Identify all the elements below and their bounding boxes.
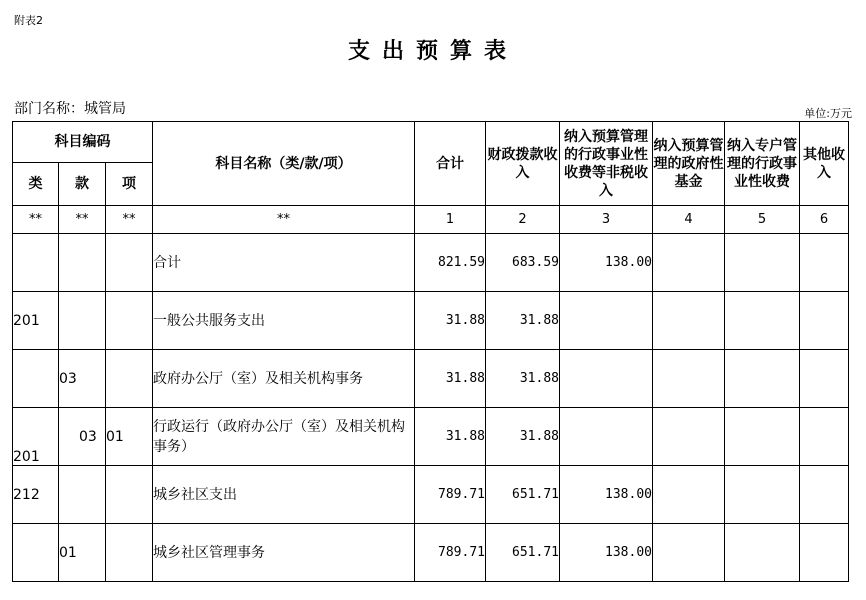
cell-kuan: 01 [59, 524, 106, 582]
marker-cell: ** [13, 206, 59, 234]
cell-lei [13, 524, 59, 582]
marker-cell: 4 [653, 206, 725, 234]
unit-label: 单位:万元 [804, 107, 852, 120]
marker-cell: 2 [486, 206, 560, 234]
marker-cell: ** [106, 206, 153, 234]
table-row [13, 350, 849, 408]
cell-special-fee [725, 408, 800, 466]
cell-gov-fund [653, 408, 725, 466]
cell-total: 31.88 [415, 408, 486, 466]
cell-gov-fund [653, 234, 725, 292]
header-fiscal: 财政拨款收入 [486, 122, 560, 206]
budget-table [12, 121, 849, 582]
cell-xiang [106, 292, 153, 350]
cell-other [800, 524, 849, 582]
table-row [13, 292, 849, 350]
cell-kuan [59, 234, 106, 292]
cell-special-fee [725, 292, 800, 350]
cell-other [800, 292, 849, 350]
cell-gov-fund [653, 466, 725, 524]
cell-name: 行政运行（政府办公厅（室）及相关机构事务） [153, 408, 415, 466]
cell-name: 城乡社区管理事务 [153, 524, 415, 582]
cell-admin-fee: 138.00 [560, 466, 653, 524]
cell-other [800, 350, 849, 408]
header-other: 其他收入 [800, 122, 849, 206]
table-row [13, 408, 849, 466]
cell-lei: 212 [13, 466, 59, 524]
marker-cell: ** [153, 206, 415, 234]
table-row-total [13, 234, 849, 292]
cell-special-fee [725, 234, 800, 292]
header-xiang: 项 [106, 163, 153, 206]
cell-other [800, 466, 849, 524]
cell-xiang [106, 350, 153, 408]
header-lei: 类 [13, 163, 59, 206]
header-name: 科目名称（类/款/项） [153, 122, 415, 206]
cell-admin-fee [560, 408, 653, 466]
table-row [13, 466, 849, 524]
cell-kuan [59, 292, 106, 350]
cell-kuan [59, 466, 106, 524]
marker-cell: 3 [560, 206, 653, 234]
cell-other [800, 234, 849, 292]
cell-xiang [106, 466, 153, 524]
cell-special-fee [725, 524, 800, 582]
cell-total: 789.71 [415, 466, 486, 524]
department-label: 部门名称：城管局 [14, 101, 126, 117]
cell-gov-fund [653, 524, 725, 582]
attachment-label: 附表2 [14, 14, 43, 27]
cell-name: 政府办公厅（室）及相关机构事务 [153, 350, 415, 408]
cell-fiscal: 651.71 [486, 524, 560, 582]
cell-admin-fee: 138.00 [560, 234, 653, 292]
page-title: 支出预算表 [347, 38, 518, 64]
header-admin-fee: 纳入预算管理的行政事业性收费等非税收入 [560, 122, 653, 206]
cell-lei: 201 [13, 408, 59, 466]
marker-cell: ** [59, 206, 106, 234]
cell-lei [13, 350, 59, 408]
cell-fiscal: 683.59 [486, 234, 560, 292]
cell-admin-fee: 138.00 [560, 524, 653, 582]
cell-gov-fund [653, 350, 725, 408]
header-total: 合计 [415, 122, 486, 206]
cell-admin-fee [560, 350, 653, 408]
header-special-fee: 纳入专户管理的行政事业性收费 [725, 122, 800, 206]
cell-name: 合计 [153, 234, 415, 292]
cell-total: 821.59 [415, 234, 486, 292]
cell-kuan: 03 [59, 408, 106, 466]
marker-cell: 6 [800, 206, 849, 234]
cell-total: 31.88 [415, 350, 486, 408]
cell-name: 城乡社区支出 [153, 466, 415, 524]
cell-total: 31.88 [415, 292, 486, 350]
cell-total: 789.71 [415, 524, 486, 582]
cell-xiang: 01 [106, 408, 153, 466]
cell-kuan: 03 [59, 350, 106, 408]
header-code-group: 科目编码 [13, 122, 153, 163]
cell-lei [13, 234, 59, 292]
cell-name: 一般公共服务支出 [153, 292, 415, 350]
header-kuan: 款 [59, 163, 106, 206]
marker-cell: 5 [725, 206, 800, 234]
cell-gov-fund [653, 292, 725, 350]
table-row [13, 524, 849, 582]
cell-admin-fee [560, 292, 653, 350]
cell-xiang [106, 234, 153, 292]
cell-special-fee [725, 350, 800, 408]
cell-special-fee [725, 466, 800, 524]
marker-row [13, 206, 849, 234]
cell-fiscal: 651.71 [486, 466, 560, 524]
cell-xiang [106, 524, 153, 582]
cell-fiscal: 31.88 [486, 408, 560, 466]
header-gov-fund: 纳入预算管理的政府性基金 [653, 122, 725, 206]
cell-fiscal: 31.88 [486, 350, 560, 408]
cell-other [800, 408, 849, 466]
cell-lei: 201 [13, 292, 59, 350]
marker-cell: 1 [415, 206, 486, 234]
cell-fiscal: 31.88 [486, 292, 560, 350]
